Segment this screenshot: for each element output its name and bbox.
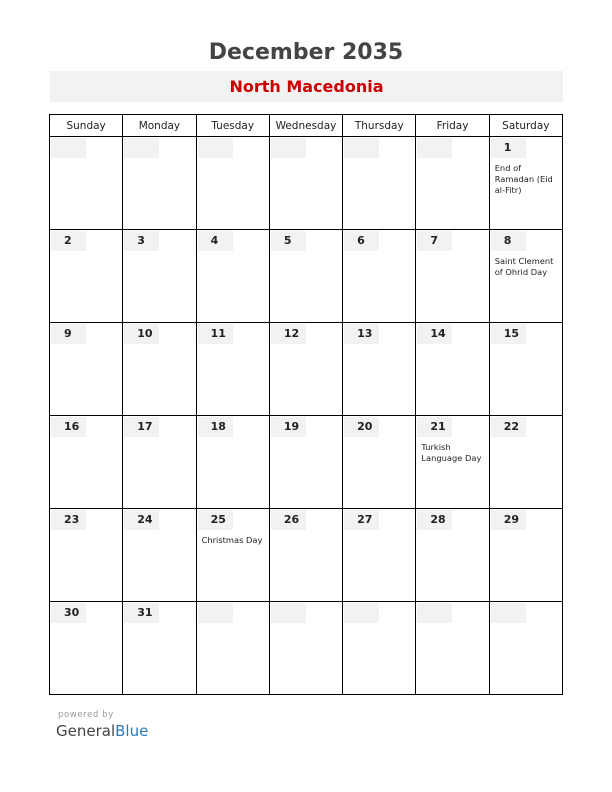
day-number-box <box>51 138 86 158</box>
day-cell <box>123 137 196 230</box>
day-number: 23 <box>64 513 80 526</box>
day-cell <box>343 137 416 230</box>
day-cell <box>269 416 342 509</box>
day-cell <box>50 230 123 323</box>
weekday-header: Saturday <box>489 115 562 137</box>
day-number-box <box>198 138 233 158</box>
day-number: 10 <box>137 327 153 340</box>
day-cell <box>343 602 416 695</box>
day-cell <box>416 416 489 509</box>
weekday-header: Sunday <box>50 115 123 137</box>
day-cell <box>489 416 562 509</box>
day-cell <box>416 230 489 323</box>
weekday-header: Tuesday <box>196 115 269 137</box>
day-cell <box>269 137 342 230</box>
day-number: 19 <box>283 420 300 433</box>
day-cell <box>416 137 489 230</box>
day-cell <box>50 602 123 695</box>
week-row <box>50 230 563 323</box>
day-number-box <box>271 603 306 623</box>
day-number: 6 <box>357 234 365 247</box>
day-cell <box>196 137 269 230</box>
weekday-header: Thursday <box>343 115 416 137</box>
day-cell <box>50 137 123 230</box>
day-number: 28 <box>430 513 446 526</box>
day-cell <box>123 602 196 695</box>
day-number-box <box>198 603 233 623</box>
day-cell <box>123 323 196 416</box>
weekday-header: Monday <box>123 115 196 137</box>
day-number-box <box>271 138 306 158</box>
day-cell <box>50 323 123 416</box>
day-number-box <box>417 138 452 158</box>
day-number: 8 <box>503 234 512 247</box>
country-banner <box>50 71 563 102</box>
day-cell <box>123 230 196 323</box>
day-number-box <box>124 138 159 158</box>
day-cell <box>416 602 489 695</box>
day-cell <box>416 323 489 416</box>
day-cell <box>50 416 123 509</box>
day-number: 21 <box>430 420 446 433</box>
week-row <box>50 602 563 695</box>
day-cell <box>196 230 269 323</box>
day-cell <box>489 323 562 416</box>
country-name: North Macedonia <box>229 77 384 96</box>
holiday-label: End of Ramadan (Eid al-Fitr) <box>494 163 553 195</box>
day-number: 5 <box>283 234 292 247</box>
day-cell <box>489 602 562 695</box>
day-number-box <box>417 603 452 623</box>
day-number-box <box>344 603 379 623</box>
day-number: 11 <box>210 327 226 340</box>
brand-logo[interactable] <box>56 722 148 740</box>
day-cell <box>196 602 269 695</box>
day-cell <box>343 230 416 323</box>
day-number: 29 <box>503 513 519 526</box>
day-number: 20 <box>357 420 373 433</box>
weekday-header: Friday <box>416 115 489 137</box>
day-cell <box>123 416 196 509</box>
day-number: 24 <box>137 513 153 526</box>
day-cell <box>489 230 562 323</box>
day-cell <box>269 323 342 416</box>
day-cell <box>269 230 342 323</box>
day-number-box <box>344 138 379 158</box>
calendar-grid <box>49 114 563 695</box>
day-number: 14 <box>430 327 446 340</box>
day-number: 13 <box>357 327 373 340</box>
day-cell <box>343 323 416 416</box>
page-title: December 2035 <box>208 40 404 65</box>
holiday-label: Christmas Day <box>201 535 263 545</box>
day-number: 7 <box>430 234 439 247</box>
day-number: 4 <box>210 234 219 247</box>
day-number: 9 <box>64 327 72 340</box>
day-cell <box>196 416 269 509</box>
day-cell <box>489 137 562 230</box>
day-number: 18 <box>210 420 226 433</box>
day-cell <box>196 323 269 416</box>
day-cell <box>269 509 342 602</box>
day-cell <box>269 602 342 695</box>
day-number: 15 <box>503 327 519 340</box>
powered-by-label: powered by <box>58 710 114 720</box>
day-cell <box>416 509 489 602</box>
day-number: 17 <box>137 420 153 433</box>
weekday-header-row <box>50 115 563 137</box>
day-number: 3 <box>137 234 145 247</box>
day-number: 16 <box>64 420 80 433</box>
week-row <box>50 137 563 230</box>
week-row <box>50 509 563 602</box>
day-cell <box>343 509 416 602</box>
day-number-box <box>491 603 526 623</box>
day-number: 31 <box>137 606 153 619</box>
day-cell <box>196 509 269 602</box>
day-number: 25 <box>210 513 226 526</box>
brand-blue-text: Blue <box>115 722 149 740</box>
day-number: 12 <box>283 327 300 340</box>
weekday-header: Wednesday <box>269 115 342 137</box>
holiday-label: Saint Clement of Ohrid Day <box>494 256 554 277</box>
day-number: 2 <box>64 234 72 247</box>
day-cell <box>123 509 196 602</box>
day-number: 27 <box>357 513 373 526</box>
day-cell <box>343 416 416 509</box>
day-number: 26 <box>283 513 300 526</box>
day-cell <box>489 509 562 602</box>
day-number: 22 <box>503 420 519 433</box>
brand-general-text: General <box>56 722 116 740</box>
holiday-label: Turkish Language Day <box>421 442 482 463</box>
day-number: 1 <box>503 141 512 154</box>
week-row <box>50 323 563 416</box>
day-number: 30 <box>64 606 80 619</box>
week-row <box>50 416 563 509</box>
day-cell <box>50 509 123 602</box>
